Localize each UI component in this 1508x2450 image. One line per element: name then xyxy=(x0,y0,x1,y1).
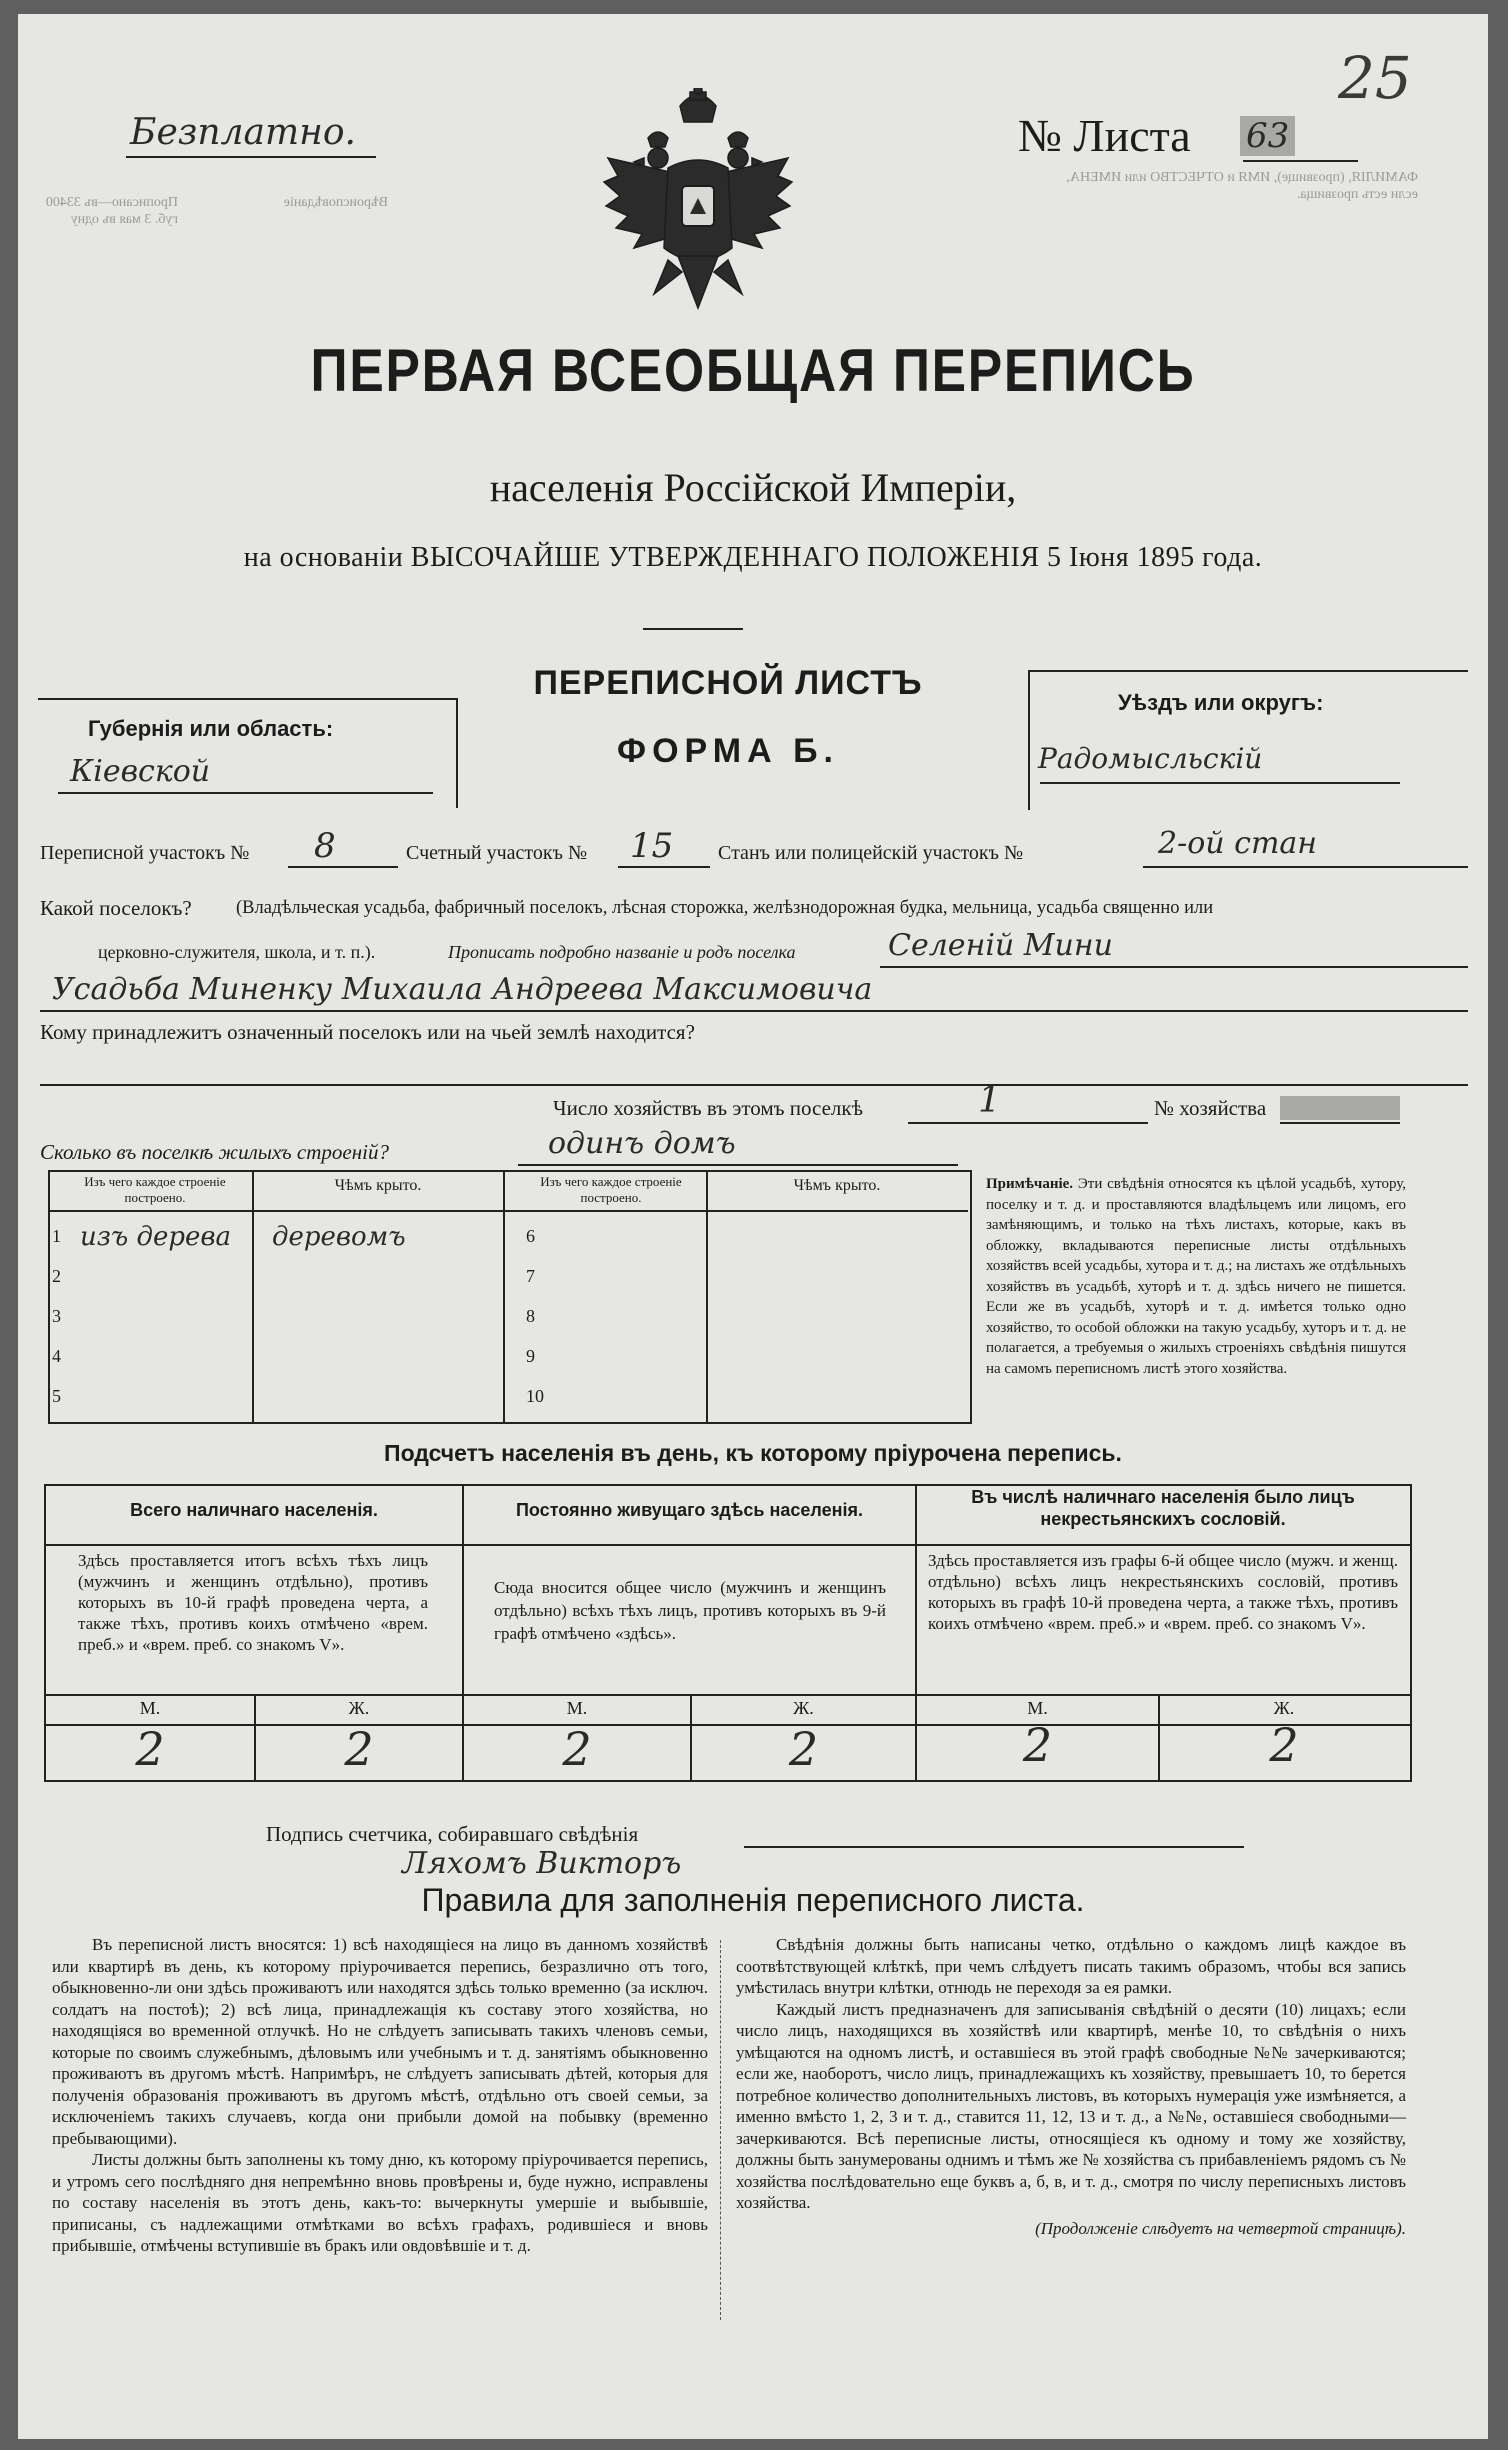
population-col-nonpeasant-text: Здѣсь проставляется изъ графы 6-й общее число (мужч. и женщ. отдѣльно) всѣхъ лицъ некрестьянскихъ сословій, противъ которыхъ въ графѣ 10-й проведена черта, а также тѣхъ, противъ коихъ отмѣчено «врем. преб.» и «врем. преб. со знакомъ V». xyxy=(928,1551,1398,1633)
counting-area-label: Счетный участокъ № xyxy=(406,842,588,864)
col-roof-header-left: Чѣмъ крыто. xyxy=(334,1177,422,1194)
census-subtitle: населенія Россійской Имперіи, xyxy=(489,465,1017,510)
household-number-value xyxy=(1280,1096,1400,1120)
rules-left-paragraph-2: Листы должны быть заполнены къ тому дню, къ которому пріурочивается перепись, и утромъ сего послѣдняго дня непремѣнно вновь провѣрены и, буде нужно, исправлены по составу населенія въ этотъ день, какъ-то: вычеркнуты умершіе и выбывшіе, приписаны, съ надлежащими отмѣтками во всѣхъ графахъ, родившіеся и вновь прибывшіе, отмѣчены вступившіе въ бракъ или овдовѣвшіе и т. д. xyxy=(52,2150,708,2255)
form-title: ПЕРЕПИСНОЙ ЛИСТЪ xyxy=(533,664,923,702)
f-label-3: Ж. xyxy=(1273,1698,1295,1718)
f-label-2: Ж. xyxy=(793,1698,814,1718)
table-row: 9 xyxy=(526,1346,535,1366)
archive-page-number: 25 xyxy=(1338,44,1412,112)
col-roof-header-right: Чѣмъ крыто. xyxy=(793,1177,881,1194)
buildings-rows-right xyxy=(526,1216,646,1416)
bleed-through-text-a: Прописано—въ 33400 губ. 3 мая въ одну xyxy=(45,195,178,227)
row-number: 4 xyxy=(52,1346,61,1366)
total-female-value: 2 xyxy=(344,1722,374,1776)
enumerator-signature-label: Подпись счетчика, собиравшаго свѣдѣнія xyxy=(266,1822,639,1846)
rules-title: Правила для заполненія переписного листа. xyxy=(421,1882,1085,1918)
table-row: 10 xyxy=(526,1386,544,1406)
table-row xyxy=(52,1376,252,1416)
total-male-value: 2 xyxy=(135,1722,165,1776)
population-col-nonpeasant-title: Въ числѣ наличнаго населенія было лицъ некрестьянскихъ сословій. xyxy=(971,1487,1355,1529)
counting-area-value: 15 xyxy=(630,826,674,866)
note-title: Примѣчаніе. xyxy=(986,1176,1074,1192)
permanent-male-value: 2 xyxy=(562,1722,592,1776)
households-value: 1 xyxy=(978,1080,1001,1121)
table-row xyxy=(52,1256,252,1296)
settlement-hint-2: церковно-служителя, школа, и т. п.). xyxy=(98,942,376,962)
m-label-3: М. xyxy=(1027,1698,1048,1718)
settlement-value: Селеній Мини xyxy=(888,928,1113,963)
settlement-label: Какой поселокъ? xyxy=(40,896,192,920)
rules-continuation-note: (Продолженіе слѣдуетъ на четвертой страницѣ). xyxy=(1035,2218,1406,2238)
bleed-through-text-c: ФАМИЛІЯ, (прозвище), ИМЯ и ОТЧЕСТВО или ИМЕНА, если есть прозвища. xyxy=(1066,170,1418,202)
population-heading: Подсчетъ населенія въ день, къ которому пріурочена перепись. xyxy=(384,1440,1122,1466)
police-area-label: Станъ или полицейскій участокъ № xyxy=(718,842,1024,864)
nonpeasant-male-value: 2 xyxy=(1022,1718,1053,1772)
permanent-female-value: 2 xyxy=(788,1722,819,1776)
households-label: Число хозяйствъ въ этомъ поселкѣ xyxy=(553,1096,863,1120)
district-value: Радомысльскій xyxy=(1038,742,1263,775)
population-col-total-text: Здѣсь проставляется итогъ всѣхъ тѣхъ лицъ (мужчинъ и женщинъ отдѣльно), противъ которыхъ въ 10-й графѣ проведена черта, а также тѣхъ, противъ коихъ отмѣчено «врем. преб.» и «врем. преб. со знакомъ V». xyxy=(78,1551,428,1654)
rules-right-column xyxy=(736,1934,1406,2239)
row-number: 2 xyxy=(52,1266,61,1286)
form-subtitle: ФОРМА Б. xyxy=(617,732,839,770)
rules-left-paragraph-1: Въ переписной листъ вносятся: 1) всѣ находящіеся на лицо въ данномъ хозяйствѣ или квартирѣ въ день, къ которому пріурочивается перепись, безразлично отъ того, обыкновенно-ли они здѣсь проживаютъ или находятся здѣсь только временно (за исключ. солдатъ на постоѣ); 2) всѣ лица, принадлежащія къ составу этого хозяйства, но находящіяся во временной отлучкѣ. Но не слѣдуетъ записывать такихъ членовъ семьи, которые по своимъ служебнымъ, дѣловымъ или учебнымъ и т. д. занятіямъ обыкновенно проживаютъ въ другомъ мѣстѣ. Напримѣръ, не слѣдуетъ записывать дѣтей, которыя для полученія образованія проживаютъ въ другомъ мѣстѣ, отдѣльно отъ своей семьи, за исключеніемъ такихъ случаевъ, когда они прибыли домой на побывку (временно пребывающими). xyxy=(52,1935,708,2148)
note-text: Эти свѣдѣнія относятся къ цѣлой усадьбѣ, хутору, поселку и т. д. и проставляются владѣльцемъ или лицомъ, его замѣняющимъ, и только на тѣхъ листахъ, которые, какъ въ обложку, вкладываются переписные листы отдѣльныхъ хозяйствъ всей усадьбы, хутора и т. д.; на листахъ же отдѣльныхъ хозяйствъ въ усадьбѣ, хуторѣ и т. д. здѣсь ничего не пишется. Если же въ усадьбѣ, хуторѣ и т. д. имѣется только одно хозяйство, то особой обложки на такую усадьбу, хуторъ и т. д. не полагается, а требуемыя о жилыхъ строеніяхъ свѣдѣнія пишутся на самомъ переписномъ листѣ этого хозяйства. xyxy=(986,1176,1407,1377)
table-row xyxy=(52,1336,252,1376)
settlement-instruction: Прописать подробно названіе и родъ поселка xyxy=(448,942,796,962)
rules-right-paragraph-1: Свѣдѣнія должны быть написаны четко, отдѣльно о каждомъ лицѣ каждое въ соотвѣтствующей клѣткѣ, при чемъ слѣдуетъ писать такимъ образомъ, чтобы вся запись умѣстилась внутри клѣтки, отнюдь не переходя за ея рамки. xyxy=(736,1935,1406,1997)
population-col-permanent-text: Сюда вносится общее число (мужчинъ и женщинъ отдѣльно) всѣхъ тѣхъ лицъ, противъ которыхъ въ 9-й графѣ отмѣчено «здѣсь». xyxy=(494,1578,886,1643)
settlement-hint: (Владѣльческая усадьба, фабричный поселокъ, лѣсная сторожка, желѣзнодорожная будка, мельница, усадьба священно или xyxy=(236,898,1214,918)
population-col-total-title: Всего наличнаго населенія. xyxy=(130,1500,378,1520)
population-col-permanent-title: Постоянно живущаго здѣсь населенія. xyxy=(515,1500,863,1520)
census-sheet-page xyxy=(18,14,1488,2439)
nonpeasant-female-value: 2 xyxy=(1269,1718,1299,1772)
province-value: Кіевской xyxy=(70,754,211,789)
free-label: Безплатно. xyxy=(130,112,356,153)
census-legal-basis: на основаніи ВЫСОЧАЙШЕ УТВЕРЖДЕННАГО ПОЛОЖЕНІЯ 5 Іюня 1895 года. xyxy=(243,542,1263,573)
table-row: 8 xyxy=(526,1306,535,1326)
bleed-through-text-b: Вѣроисповѣданіе xyxy=(283,195,388,210)
table-row: 7 xyxy=(526,1266,535,1286)
f-label-1: Ж. xyxy=(348,1698,370,1718)
census-area-label: Переписной участокъ № xyxy=(40,842,250,864)
census-area-value: 8 xyxy=(314,826,336,866)
sheet-number-label: № Листа xyxy=(1018,110,1191,161)
roof-value-row-1: деревомъ xyxy=(272,1222,406,1252)
enumerator-signature: Ляхомъ Викторъ xyxy=(402,1846,682,1881)
col-material-header-left: Изъ чего каждое строеніе построено. xyxy=(84,1174,226,1205)
table-row: 6 xyxy=(526,1226,535,1246)
rules-right-paragraph-2: Каждый листъ предназначенъ для записыванія свѣдѣній о десяти (10) лицахъ; если число лицъ, находящихся въ хозяйствѣ или квартирѣ, менѣе 10, то свѣдѣнія о нихъ умѣщаются на одномъ листѣ, и оставшіеся въ этой графѣ свободные №№ зачеркиваются; если же, наоборотъ, число лицъ, принадлежащихъ къ хозяйству, превышаетъ 10, то берется потребное количество дополнительныхъ листовъ, въ которыхъ нумерація уже измѣняется, а именно вмѣсто 1, 2, 3 и т. д., ставится 11, 12, 13 и т. д., а №№, оставшіеся свободными—зачеркиваются. Всѣ переписные листы, относящіеся къ одному и тому же хозяйству, должны быть занумерованы однимъ и тѣмъ же № хозяйства съ прибавленіемъ рядомъ съ № хозяйства послѣдовательно еще буквъ а, б, в, и т. д., смотря по числу переписныхъ листовъ хозяйства. xyxy=(736,1999,1406,2212)
m-label-1: М. xyxy=(139,1698,161,1718)
row-number: 3 xyxy=(52,1306,61,1326)
m-label-2: М. xyxy=(566,1698,588,1718)
buildings-label: Сколько въ поселкѣ жилыхъ строеній? xyxy=(40,1140,389,1164)
province-label: Губернія или область: xyxy=(88,716,334,741)
col-material-header-right: Изъ чего каждое строеніе построено. xyxy=(540,1174,682,1205)
double-headed-eagle-emblem xyxy=(598,88,798,316)
material-value-row-1: изъ дерева xyxy=(80,1222,232,1252)
district-label: Уѣздъ или округъ: xyxy=(1118,690,1324,715)
row-number: 5 xyxy=(52,1386,61,1406)
household-number-label: № хозяйства xyxy=(1154,1096,1267,1120)
rules-left-column xyxy=(52,1934,708,2257)
census-main-title: ПЕРВАЯ ВСЕОБЩАЯ ПЕРЕПИСЬ xyxy=(310,337,1196,404)
buildings-value: одинъ домъ xyxy=(548,1126,736,1161)
police-area-value: 2-ой стан xyxy=(1158,826,1318,861)
sheet-number-value: 63 xyxy=(1240,116,1295,156)
settlement-value-2: Усадьба Миненку Михаила Андреева Максимовича xyxy=(52,972,873,1007)
row-number: 1 xyxy=(52,1226,61,1246)
buildings-note xyxy=(986,1174,1406,1379)
owner-label: Кому принадлежитъ означенный поселокъ или на чьей землѣ находится? xyxy=(40,1020,695,1044)
table-row xyxy=(52,1296,252,1336)
